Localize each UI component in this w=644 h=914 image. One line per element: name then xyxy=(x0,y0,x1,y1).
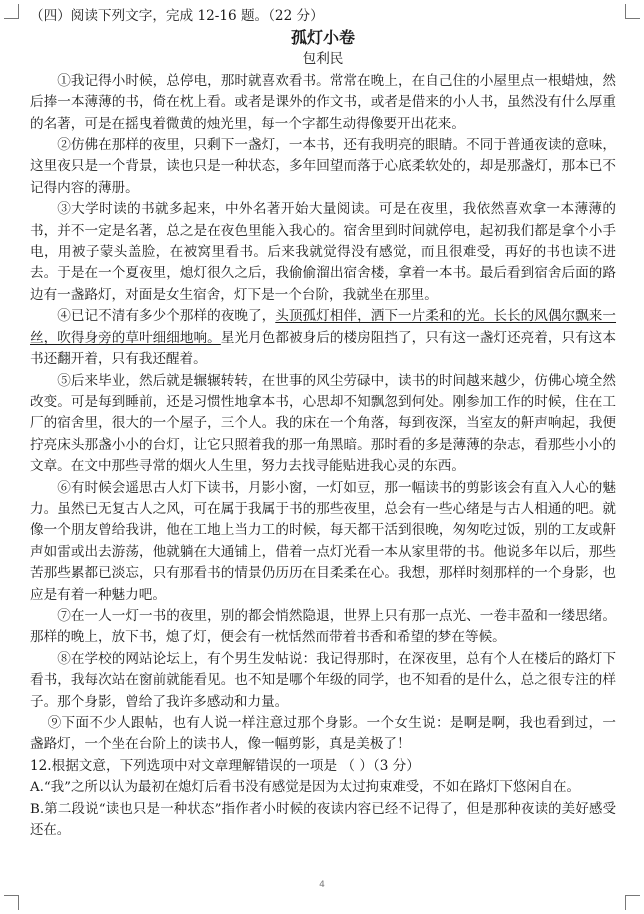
page-number: 4 xyxy=(319,880,325,890)
section-heading: （四）阅读下列文字，完成 12-16 题。（22 分） xyxy=(30,8,324,24)
crop-mark-top-left xyxy=(4,4,19,19)
question-12-option-a: A.“我”之所以认为最初在熄灯后看书没有感觉是因为太过拘束难受，不如在路灯下悠闲自在。 xyxy=(30,780,580,796)
article-title: 孤灯小卷 xyxy=(290,28,355,48)
paragraph-7: ⑦在一人一灯一书的夜里，别的都会悄然隐退，世界上只有那一点光、一卷丰盈和一缕思绪。那样的晚上，放下书，熄了灯，便会有一枕恬然而带着书香和希望的梦在等候。 xyxy=(30,607,616,646)
paragraph-3: ③大学时读的书就多起来，中外名著开始大量阅读。可是在夜里，我依然喜欢拿一本薄薄的书，并不一定是名著，总之是在夜色里能入我心的。宿舍里到时间就停电，起初我们都是拿个小手电，用被子蒙头盖脸，在被窝里看书。后来我就觉得没有感觉，而且很难受，再好的书也读不进去。于是在一个夏夜里，熄灯很久之后，我偷偷溜出宿舍楼，拿着一本书。最后看到宿舍后面的路边有一盏路灯，对面是女生宿舍，灯下是一个台阶，我就坐在那里。 xyxy=(30,201,616,303)
crop-mark-bottom-left xyxy=(4,895,19,910)
crop-mark-top-right xyxy=(625,4,640,19)
paragraph-6: ⑥有时候会遥思古人灯下读书，月影小窗，一灯如豆，那一幅读书的剪影该会有直入人心的魅力。虽然已无复古人之风，可在属于我属于书的那些夜里，总会有一些心绪是与古人相通的吧。就像一个朋友曾给我讲，他在工地上当力工的时候，每天都干活到很晚，匆匆吃过饭，别的工友或鼾声如雷或出去游荡，他就躺在大通铺上，借着一点灯光看一本从家里带的书。他说多年以后，那些苦那些累都已淡忘，只有那看书的情景仍历历在目柔柔在心。我想，那样时刻那样的一个身影，也应是有着一种魅力吧。 xyxy=(30,479,616,603)
question-12-option-b: B.第二段说“读也只是一种状态”指作者小时候的夜读内容已经不记得了，但是那种夜读的美好感受还在。 xyxy=(30,801,616,839)
question-12-stem: 12.根据文意，下列选项中对文章理解错误的一项是 （ ）（3 分） xyxy=(30,757,420,774)
paragraph-4-tail: 星光月色都被身后的楼房阻挡了，只有这一盏灯还亮着，只有这本书还翻开着，只有我还醒着。 xyxy=(30,329,617,368)
paragraph-1: ①我记得小时候，总停电，那时就喜欢看书。常常在晚上，在自己住的小屋里点一根蜡烛，然后捧一本薄薄的书，倚在枕上看。或者是课外的作文书，或者是借来的小人书，虽然没有什么厚重的名著，可是在摇曳着微黄的烛光里，每一个字都生动得像要开出花来。 xyxy=(30,72,616,132)
paragraph-4-lead: ④已记不清有多少个那样的夜晚了， xyxy=(57,308,276,325)
article-author: 包利民 xyxy=(302,51,344,68)
paragraph-4 xyxy=(30,306,616,370)
crop-mark-bottom-right xyxy=(625,895,640,910)
paragraph-5: ⑤后来毕业，然后就是辗辗转转，在世事的风尘劳碌中，读书的时间越来越少，仿佛心境全然改变。可是每到睡前，还是习惯性地拿本书，心思却不知飘忽到何处。刚参加工作的时候，住在工厂的宿舍里，很大的一个屋子，三个人。我的床在一个角落，每到夜深，当室友的鼾声响起，我便拧亮床头那盏小小的台灯，让它只照着我的那一角黑暗。那时看的多是薄薄的杂志，看那些小小的文章。在文中那些寻常的烟火人生里，努力去找寻能贴进我心灵的东西。 xyxy=(30,372,616,475)
paragraph-8: ⑧在学校的网站论坛上，有个男生发帖说：我记得那时，在深夜里，总有个人在楼后的路灯下看书，我每次站在窗前就能看见。也不知是哪个年级的同学，也不知看的是什么，总之很专注的样子。那个身影，曾给了我许多感动和力量。 xyxy=(30,650,616,710)
underlined-sentence: 头顶孤灯相伴，洒下一片柔和的光。长长的风偶尔飘来一丝，吹得身旁的草叶细细地响。 xyxy=(30,308,617,346)
paragraph-9: ⑨下面不少人跟帖，也有人说一样注意过那个身影。一个女生说：是啊是啊，我也看到过，一盏路灯，一个坐在台阶上的读书人，像一幅剪影，真是美极了！ xyxy=(30,715,616,753)
exam-content xyxy=(30,6,616,841)
paragraph-2: ②仿佛在那样的夜里，只剩下一盏灯，一本书，还有我明亮的眼睛。不同于普通夜读的意味，这里夜只是一个背景，读也只是一种状态，多年回望而落于心底柔软处的，却是那盏灯，那本已不记得内容的薄册。 xyxy=(30,137,616,196)
